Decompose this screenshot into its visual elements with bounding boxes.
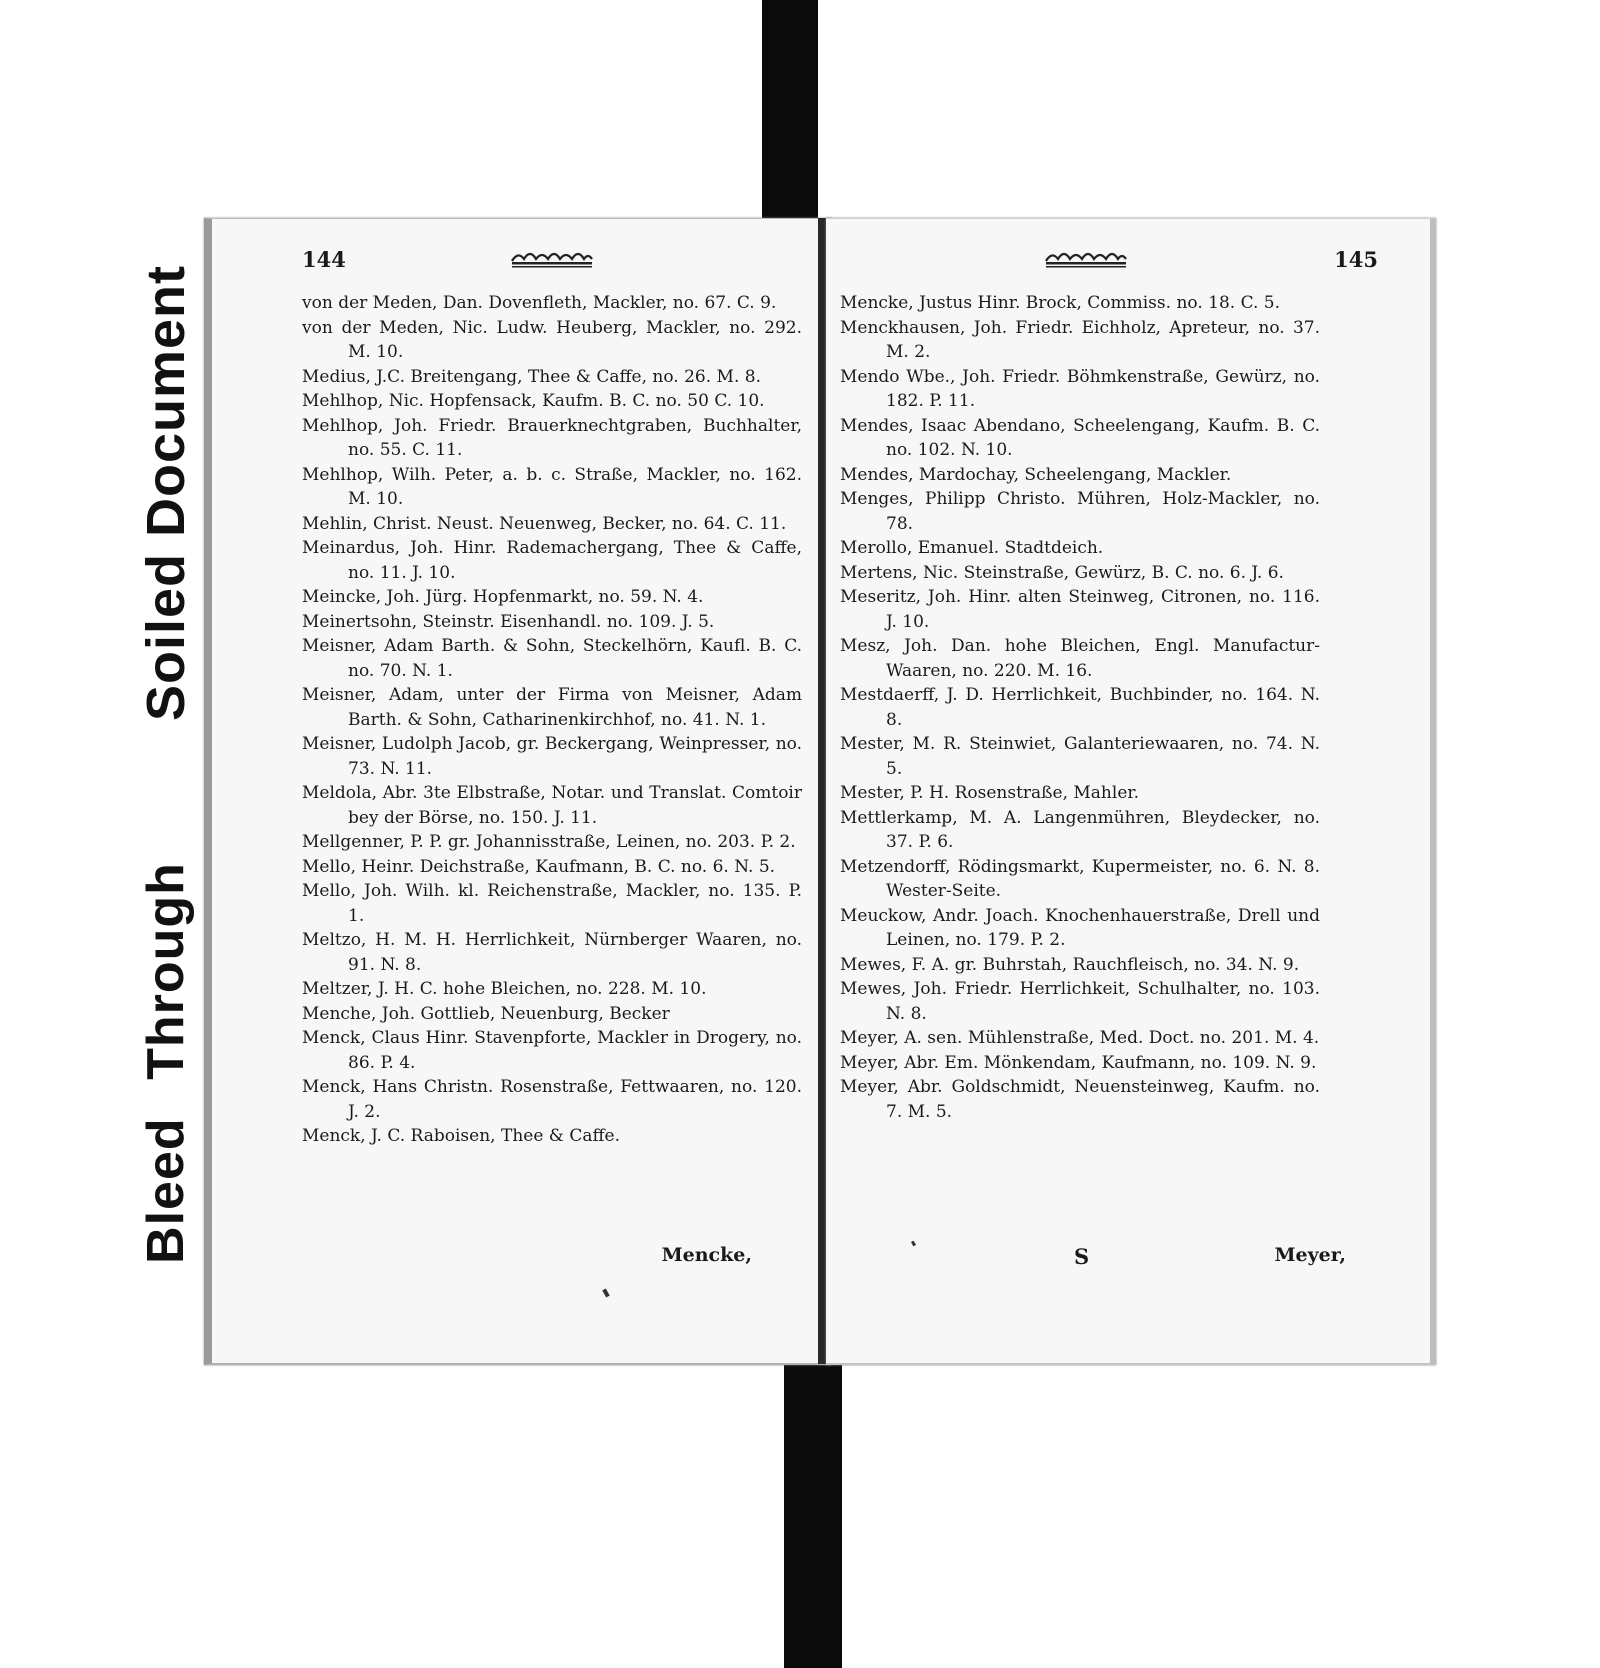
- directory-entry: Mesz, Joh. Dan. hohe Bleichen, Engl. Manufactur-Waaren, no. 220. M. 16.: [840, 636, 1320, 681]
- directory-entry: Menckhausen, Joh. Friedr. Eichholz, Apreteur, no. 37. M. 2.: [840, 317, 1320, 362]
- ornament-icon: [1044, 245, 1128, 269]
- directory-entry: Mellgenner, P. P. gr. Johannisstraße, Leinen, no. 203. P. 2.: [302, 832, 796, 852]
- binding-strap-top: [762, 0, 818, 225]
- ink-speck: [911, 1241, 916, 1247]
- label-soiled-text: Soiled Document: [136, 264, 197, 721]
- right-catchword: Meyer,: [1274, 1244, 1346, 1266]
- directory-entry: Meisner, Adam Barth. & Sohn, Steckelhörn, Kaufl. B. C. no. 70. N. 1.: [302, 636, 802, 681]
- directory-entry: Metzendorff, Rödingsmarkt, Kupermeister, no. 6. N. 8. Wester-Seite.: [840, 856, 1320, 901]
- directory-entry: Meinardus, Joh. Hinr. Rademachergang, Thee & Caffe, no. 11. J. 10.: [302, 538, 802, 583]
- directory-entry: Mettlerkamp, M. A. Langenmühren, Bleydecker, no. 37. P. 6.: [840, 807, 1320, 852]
- directory-entry: Meinertsohn, Steinstr. Eisenhandl. no. 109. J. 5.: [302, 611, 715, 632]
- directory-entry: Menck, Claus Hinr. Stavenpforte, Mackler in Drogery, no. 86. P. 4.: [302, 1028, 802, 1073]
- directory-entry: Menck, J. C. Raboisen, Thee & Caffe.: [302, 1126, 621, 1146]
- directory-entry: Mester, P. H. Rosenstraße, Mahler.: [840, 783, 1140, 803]
- directory-entry: Mester, M. R. Steinwiet, Galanteriewaaren, no. 74. N. 5.: [840, 734, 1320, 779]
- directory-entry: Mehlhop, Nic. Hopfensack, Kaufm. B. C. no. 50 C. 10.: [302, 391, 765, 411]
- right-page: [826, 218, 1436, 1365]
- directory-entry: Mello, Heinr. Deichstraße, Kaufmann, B. C. no. 6. N. 5.: [302, 856, 776, 877]
- ink-speck: [602, 1289, 609, 1298]
- directory-entry: Mencke, Justus Hinr. Brock, Commiss. no. 18. C. 5.: [840, 293, 1280, 313]
- signature-mark: S: [1074, 1244, 1090, 1269]
- directory-entry: Mehlin, Christ. Neust. Neuenweg, Becker, no. 64. C. 11.: [302, 513, 787, 534]
- directory-entry: Meuckow, Andr. Joach. Knochenhauerstraße, Drell und Leinen, no. 179. P. 2.: [840, 905, 1320, 950]
- directory-entry: Mewes, Joh. Friedr. Herrlichkeit, Schulhalter, no. 103. N. 8.: [840, 979, 1320, 1024]
- directory-entry: Meincke, Joh. Jürg. Hopfenmarkt, no. 59. N. 4.: [302, 587, 704, 607]
- directory-entry: Mello, Joh. Wilh. kl. Reichenstraße, Mackler, no. 135. P. 1.: [302, 881, 802, 926]
- directory-entry: Mehlhop, Joh. Friedr. Brauerknechtgraben, Buchhalter, no. 55. C. 11.: [302, 415, 802, 460]
- directory-entry: Medius, J.C. Breitengang, Thee & Caffe, no. 26. M. 8.: [302, 366, 761, 387]
- directory-entry: Meyer, Abr. Goldschmidt, Neuensteinweg, Kaufm. no. 7. M. 5.: [840, 1077, 1320, 1122]
- right-entries: [840, 291, 1320, 1124]
- directory-entry: Meyer, A. sen. Mühlenstraße, Med. Doct. no. 201. M. 4.: [840, 1028, 1320, 1048]
- directory-entry: Mendes, Isaac Abendano, Scheelengang, Kaufm. B. C. no. 102. N. 10.: [840, 415, 1320, 460]
- directory-entry: Meyer, Abr. Em. Mönkendam, Kaufmann, no. 109. N. 9.: [840, 1052, 1317, 1073]
- directory-entry: Meseritz, Joh. Hinr. alten Steinweg, Citronen, no. 116. J. 10.: [840, 587, 1320, 632]
- directory-entry: von der Meden, Dan. Dovenfleth, Mackler, no. 67. C. 9.: [302, 293, 777, 313]
- directory-entry: Meldola, Abr. 3te Elbstraße, Notar. und Translat. Comtoir bey der Börse, no. 150. J. 11.: [302, 783, 802, 828]
- directory-entry: Mendo Wbe., Joh. Friedr. Böhmkenstraße, Gewürz, no. 182. P. 11.: [840, 366, 1320, 411]
- directory-entry: Meltzo, H. M. H. Herrlichkeit, Nürnberger Waaren, no. 91. N. 8.: [302, 930, 802, 975]
- left-catchword: Mencke,: [661, 1244, 752, 1266]
- directory-entry: von der Meden, Nic. Ludw. Heuberg, Mackler, no. 292. M. 10.: [302, 317, 802, 362]
- ornament-icon: [510, 245, 594, 269]
- directory-entry: Menges, Philipp Christo. Mühren, Holz-Mackler, no. 78.: [840, 489, 1320, 534]
- directory-entry: Menck, Hans Christn. Rosenstraße, Fettwaaren, no. 120. J. 2.: [302, 1077, 802, 1122]
- directory-entry: Meltzer, J. H. C. hohe Bleichen, no. 228. M. 10.: [302, 979, 707, 999]
- directory-entry: Mertens, Nic. Steinstraße, Gewürz, B. C. no. 6. J. 6.: [840, 562, 1284, 583]
- binding-strap-bottom: [784, 1360, 842, 1668]
- left-page: [204, 218, 832, 1365]
- right-page-number: 145: [1334, 247, 1378, 272]
- directory-entry: Merollo, Emanuel. Stadtdeich.: [840, 538, 1104, 558]
- directory-entry: Menche, Joh. Gottlieb, Neuenburg, Becker: [302, 1003, 670, 1024]
- left-page-number: 144: [302, 247, 346, 272]
- directory-entry: Mestdaerff, J. D. Herrlichkeit, Buchbinder, no. 164. N. 8.: [840, 685, 1320, 730]
- directory-entry: Meisner, Ludolph Jacob, gr. Beckergang, Weinpresser, no. 73. N. 11.: [302, 734, 802, 779]
- directory-entry: Mewes, F. A. gr. Buhrstah, Rauchfleisch, no. 34. N. 9.: [840, 954, 1300, 975]
- directory-entry: Meisner, Adam, unter der Firma von Meisner, Adam Barth. & Sohn, Catharinenkirchhof, no. 41. N. 1.: [302, 685, 802, 730]
- directory-entry: Mehlhop, Wilh. Peter, a. b. c. Straße, Mackler, no. 162. M. 10.: [302, 464, 802, 509]
- left-entries: [302, 291, 802, 1149]
- directory-entry: Mendes, Mardochay, Scheelengang, Mackler.: [840, 464, 1232, 485]
- label-bleed-text: Bleed Through: [137, 862, 195, 1264]
